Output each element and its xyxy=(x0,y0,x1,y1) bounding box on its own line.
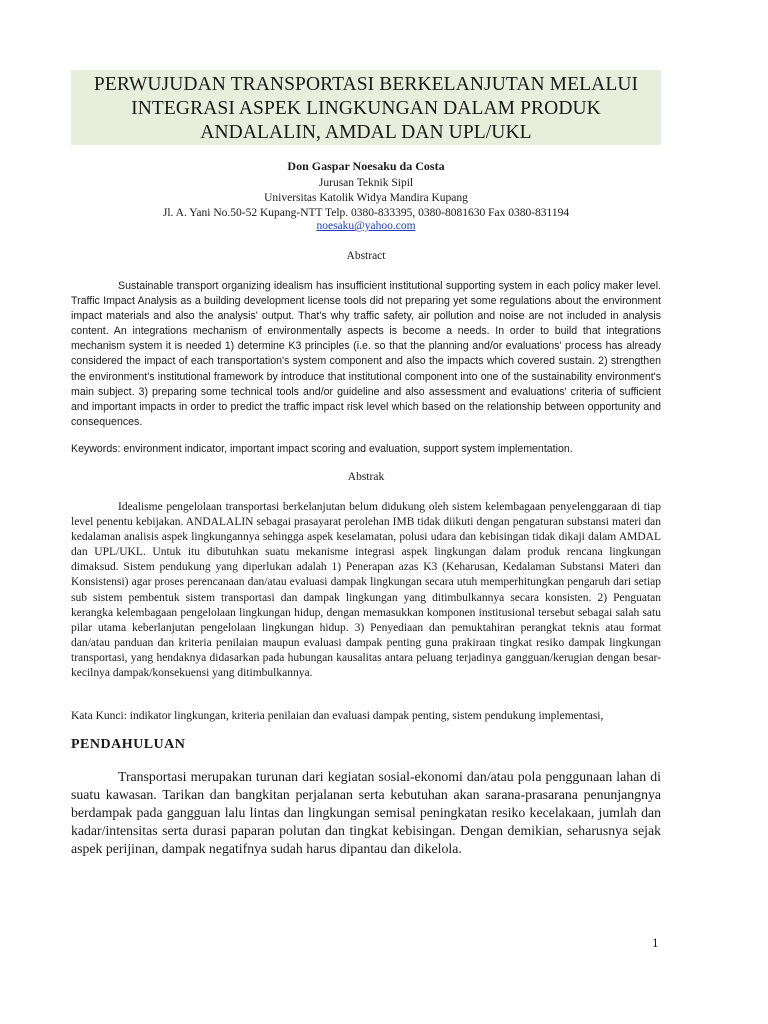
section-heading: PENDAHULUAN xyxy=(71,737,186,752)
author-department: Jurusan Teknik Sipil xyxy=(318,177,414,189)
abstract-keywords: Keywords: environment indicator, important impact scoring and evaluation, support system implementation. xyxy=(71,443,573,455)
author-university: Universitas Katolik Widya Mandira Kupang xyxy=(264,192,468,204)
author-name: Don Gaspar Noesaku da Costa xyxy=(287,159,445,173)
title-block xyxy=(71,70,661,145)
abstrak-keywords: Kata Kunci: indikator lingkungan, kriteria penilaian dan evaluasi dampak penting, sistem pendukung implementasi, xyxy=(71,710,604,722)
abstract-label: Abstract xyxy=(346,250,386,262)
page-number: 1 xyxy=(652,935,659,950)
abstrak-label: Abstrak xyxy=(347,471,385,483)
section-paragraph: Transportasi merupakan turunan dari kegiatan sosial-ekonomi dan/atau pola penggunaan lahan di suatu kawasan. Tarikan dan bangkitan perjalanan serta kebutuhan akan sarana-prasarana penunjangnya berdampak pada gangguan lalu lintas dan lingkungan semisal peningkatan resiko kecelakaan, jumlah dan kadar/intensitas serta durasi paparan polutan dan tingkat kebisingan. Dengan demikian, seharusnya sejak aspek perijinan, dampak negatifnya sudah harus dipantau dan dikelola. xyxy=(71,769,661,856)
title-line-1: PERWUJUDAN TRANSPORTASI BERKELANJUTAN MELALUI xyxy=(93,74,639,95)
author-address: Jl. A. Yani No.50-52 Kupang-NTT Telp. 0380-833395, 0380-8081630 Fax 0380-831194 xyxy=(162,207,570,219)
title-line-2: INTEGRASI ASPEK LINGKUNGAN DALAM PRODUK xyxy=(131,98,601,119)
abstrak-text: Idealisme pengelolaan transportasi berkelanjutan belum didukung oleh sistem kelembagaan penyelenggaraan di tiap level penentu kebijakan. ANDALALIN sebagai prasayarat perolehan IMB tidak diikuti dengan pengaturan substansi materi dan kedalaman analisis aspek lingkungannya sehingga aspek keselamatan, polusi udara dan kebisingan tidak dikaji dalam AMDAL dan UPL/UKL. Untuk itu dibutuhkan suatu mekanisme integrasi aspek lingkungan dalam produk rencana lingkungan dimaksud. Sistem pendukung yang diperlukan adalah 1) Penerapan azas K3 (Keharusan, Kedalaman Substansi Materi dan Konsistensi) agar proses perencanaan dan/atau evaluasi dampak lingkungan secara utuh memperhitungkan pengaruh dari setiap sub sistem pembentuk sistem transportasi dan dampak lingkungan yang ditimbulkannya secara konsisten. 2) Penguatan kerangka kelembagaan pengelolaan lingkungan hidup, dengan memasukkan komponen institusional tersebut sebagai salah satu pilar utama keberlanjutan pengelolaan lingkungan hidup. 3) Penyediaan dan pemuktahiran perangkat teknis atau format dan/atau panduan dan kriteria penilaian maupun evaluasi dampak penting guna prakiraan tingkat resiko dampak lingkungan transportasi, yang hendaknya didasarkan pada hubungan kausalitas antara peluang terjadinya gangguan/kerugian dengan besar-kecilnya dampak/konsekuensi yang ditimbulkannya. xyxy=(71,501,661,680)
author-email-link[interactable]: noesaku@yahoo.com xyxy=(316,220,416,232)
title-line-3: ANDALALIN, AMDAL DAN UPL/UKL xyxy=(200,122,532,143)
abstract-text: Sustainable transport organizing idealism has insufficient institutional supporting system in each policy maker level. Traffic Impact Analysis as a building development license tools did not preparing yet some regulations about the environment impact materials and also the analysis' output. That's why traffic safety, air pollution and noise are not included in analysis content. An integrations mechanism of environmentally aspects is become a needs. In order to build that integrations mechanism system it is needed 1) determine K3 principles (i.e. so that the planning and/or evaluations' process has already considered the impact of each transportation's system component and also the impacts which covered sustain. 2) strengthen the environment's institutional framework by introduce that institutional component into one of the sustainability environment's main subject. 3) preparing some technical tools and/or guideline and also assessment and evaluations' criteria of sufficient and important impacts in order to predict the traffic impact risk level which based on the relationship between opportunity and consequences. xyxy=(71,280,661,428)
